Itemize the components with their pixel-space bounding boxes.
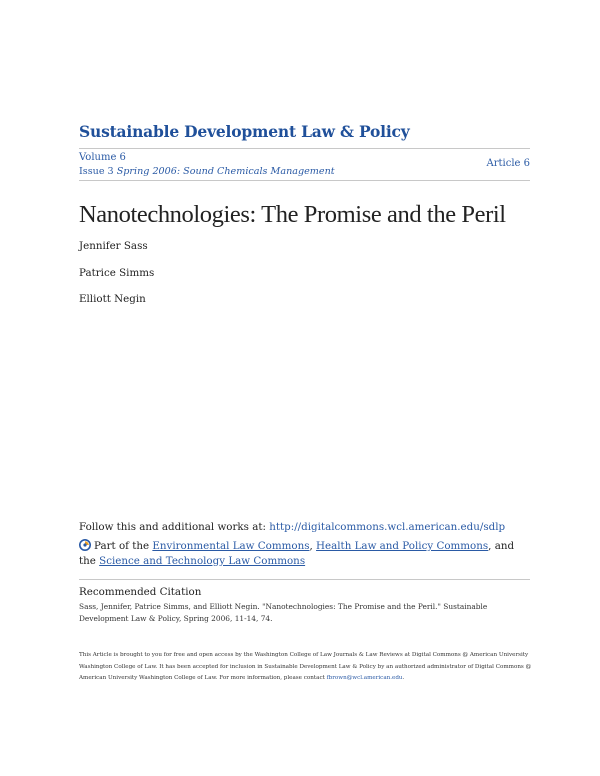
follow-line — [79, 521, 505, 533]
issue-theme: Spring 2006: Sound Chemicals Management — [116, 166, 335, 177]
notice-end: . — [402, 675, 405, 681]
journal-title-link[interactable]: Sustainable Development Law & Policy — [79, 122, 410, 141]
separator: , and the — [79, 540, 515, 567]
header-divider — [79, 180, 530, 181]
part-of-commons — [79, 539, 530, 569]
issue-link[interactable] — [79, 166, 335, 177]
article-number-link[interactable]: Article 6 — [486, 158, 530, 169]
citation-heading: Recommended Citation — [79, 586, 202, 598]
volume-link[interactable]: Volume 6 — [79, 152, 126, 163]
citation-divider — [79, 579, 530, 580]
author-name: Elliott Negin — [79, 293, 146, 305]
paper-title: Nanotechnologies: The Promise and the Peril — [79, 201, 506, 228]
part-of-label: Part of the — [94, 540, 153, 552]
health-law-commons-link[interactable]: Health Law and Policy Commons — [316, 540, 489, 552]
top-divider — [79, 148, 530, 149]
environmental-law-commons-link[interactable]: Environmental Law Commons — [152, 540, 310, 552]
commons-logo-icon — [79, 539, 91, 551]
follow-label: Follow this and additional works at: — [79, 521, 270, 533]
issue-number: Issue 3 — [79, 166, 117, 177]
author-name: Patrice Simms — [79, 267, 155, 279]
separator: , — [309, 540, 317, 552]
science-technology-law-commons-link[interactable]: Science and Technology Law Commons — [99, 555, 306, 567]
repository-url-link[interactable]: http://digitalcommons.wcl.american.edu/sdlp — [269, 521, 506, 533]
author-name: Jennifer Sass — [79, 240, 148, 252]
citation-text: Sass, Jennifer, Patrice Simms, and Elliott Negin. "Nanotechnologies: The Promise and the Peril." Sustainable Development Law & Policy, Spring 2006, 11-14, 74. — [79, 602, 488, 623]
contact-email-link[interactable]: fbrown@wcl.american.edu — [326, 675, 403, 681]
notice-text: This Article is brought to you for free and open access by the Washington College of Law Journals & Law Reviews at Digital Commons @ American University Washington College of Law. It has been accepted for inclusion in Sustainable Development Law & Policy by an authorized administrator of Digital Commons @ American University Washington College of Law. For more information, please contact — [79, 652, 532, 681]
access-notice — [79, 650, 534, 685]
